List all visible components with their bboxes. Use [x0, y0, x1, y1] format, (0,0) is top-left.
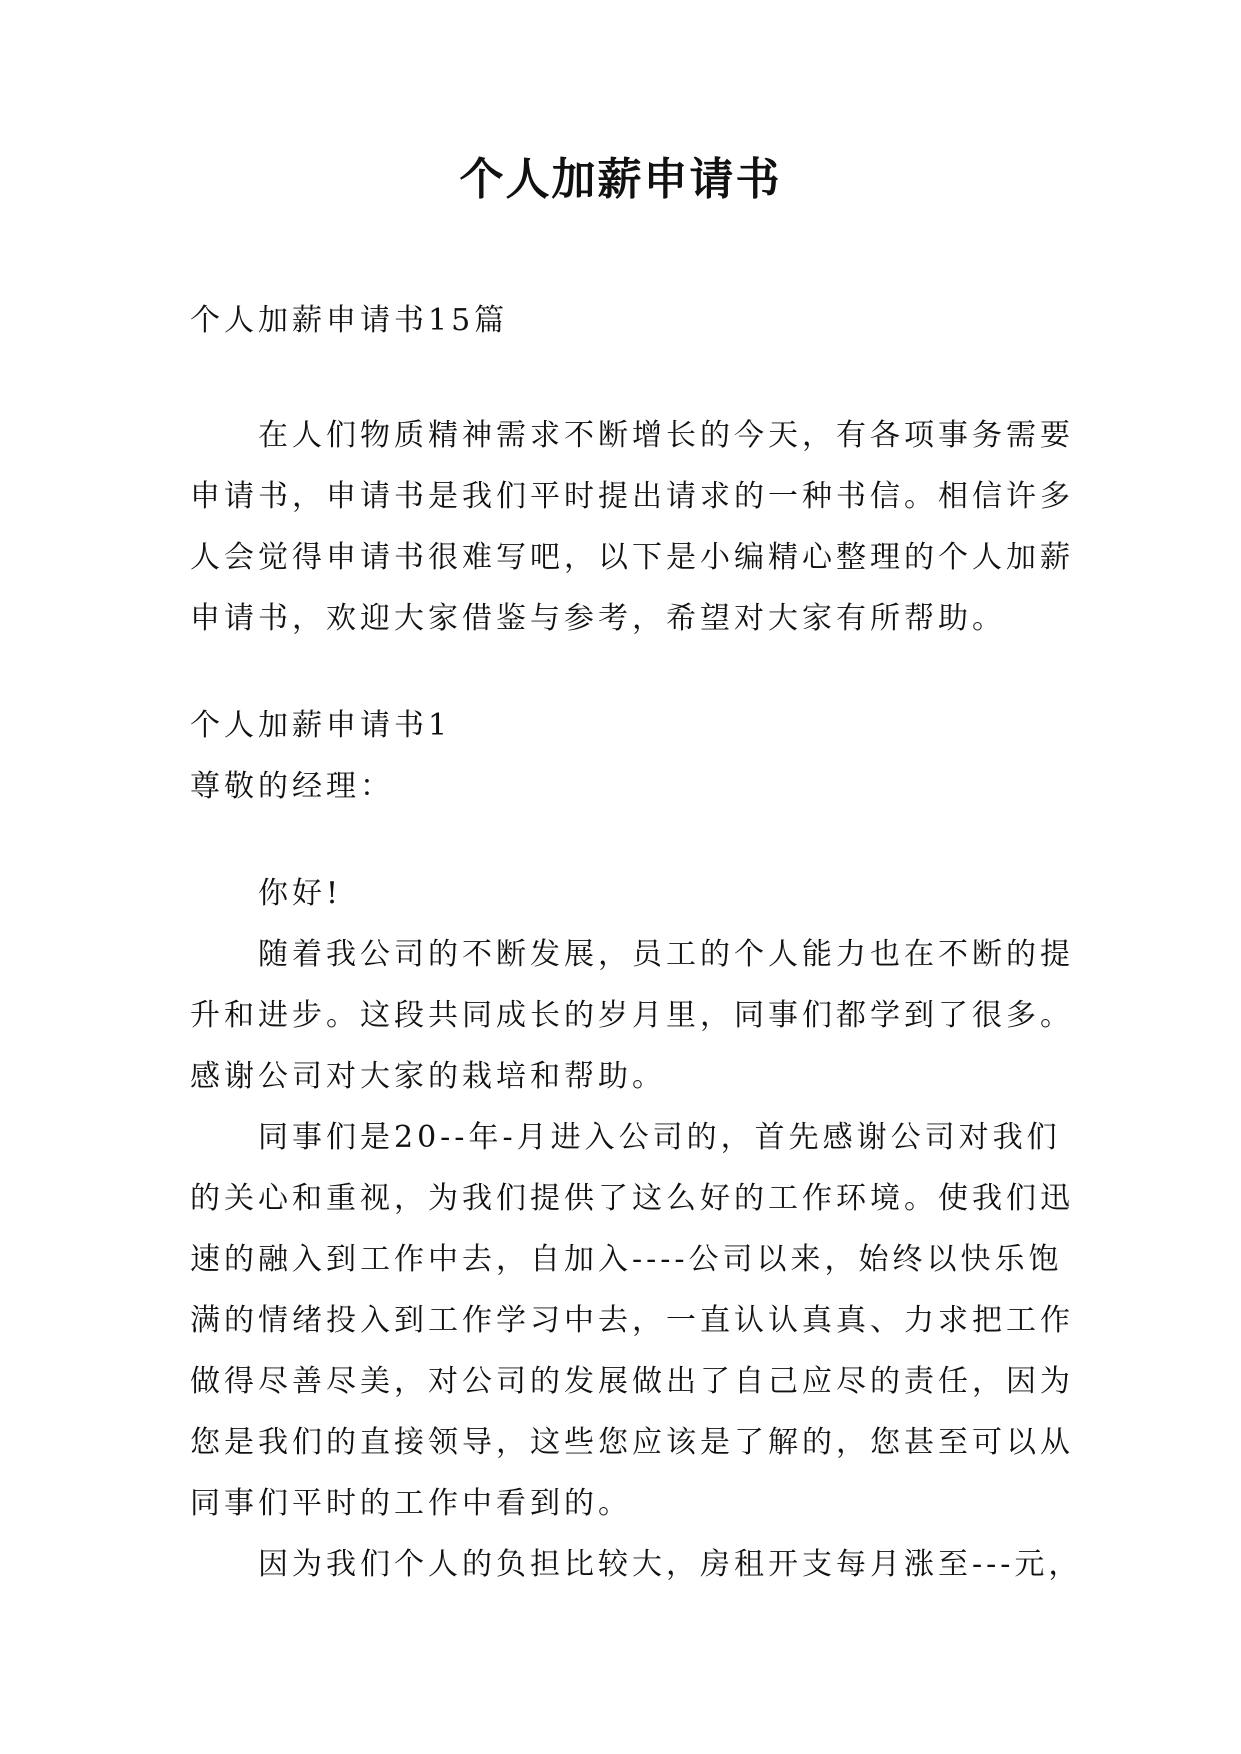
paragraph-line: 做得尽善尽美，对公司的发展做出了自己应尽的责任，因为	[190, 1364, 1074, 1399]
paragraph-line: 同事们平时的工作中看到的。	[190, 1486, 632, 1521]
paragraph-line: 速的融入到工作中去，自加入----公司以来，始终以快乐饱	[190, 1242, 1063, 1277]
document-body	[190, 290, 1083, 1595]
intro-line: 申请书，申请书是我们平时提出请求的一种书信。相信许多	[190, 479, 1074, 514]
intro-line: 在人们物质精神需求不断增长的今天，有各项事务需要	[258, 418, 1074, 453]
paragraph-line: 随着我公司的不断发展，员工的个人能力也在不断的提	[258, 937, 1074, 972]
salutation: 尊敬的经理：	[190, 769, 394, 804]
letter-body	[190, 863, 1083, 1595]
paragraph-line: 因为我们个人的负担比较大，房租开支每月涨至---元，	[258, 1547, 1083, 1582]
letter-header	[190, 695, 1070, 817]
paragraph-line: 同事们是20--年-月进入公司的，首先感谢公司对我们	[258, 1120, 1061, 1155]
paragraph-line: 升和进步。这段共同成长的岁月里，同事们都学到了很多。	[190, 998, 1074, 1033]
intro-line: 申请书，欢迎大家借鉴与参考，希望对大家有所帮助。	[190, 601, 1006, 636]
greeting: 你好!	[258, 876, 343, 911]
document-subtitle: 个人加薪申请书15篇	[190, 303, 509, 338]
paragraph-line: 感谢公司对大家的栽培和帮助。	[190, 1059, 666, 1094]
paragraph-line: 的关心和重视，为我们提供了这么好的工作环境。使我们迅	[190, 1181, 1074, 1216]
intro-paragraph	[190, 405, 1074, 649]
paragraph-line: 满的情绪投入到工作学习中去，一直认认真真、力求把工作	[190, 1303, 1074, 1338]
document-title: 个人加薪申请书	[459, 154, 782, 205]
section-heading: 个人加薪申请书1	[190, 708, 452, 743]
intro-line: 人会觉得申请书很难写吧，以下是小编精心整理的个人加薪	[190, 540, 1074, 575]
paragraph-line: 您是我们的直接领导，这些您应该是了解的，您甚至可以从	[190, 1425, 1074, 1460]
